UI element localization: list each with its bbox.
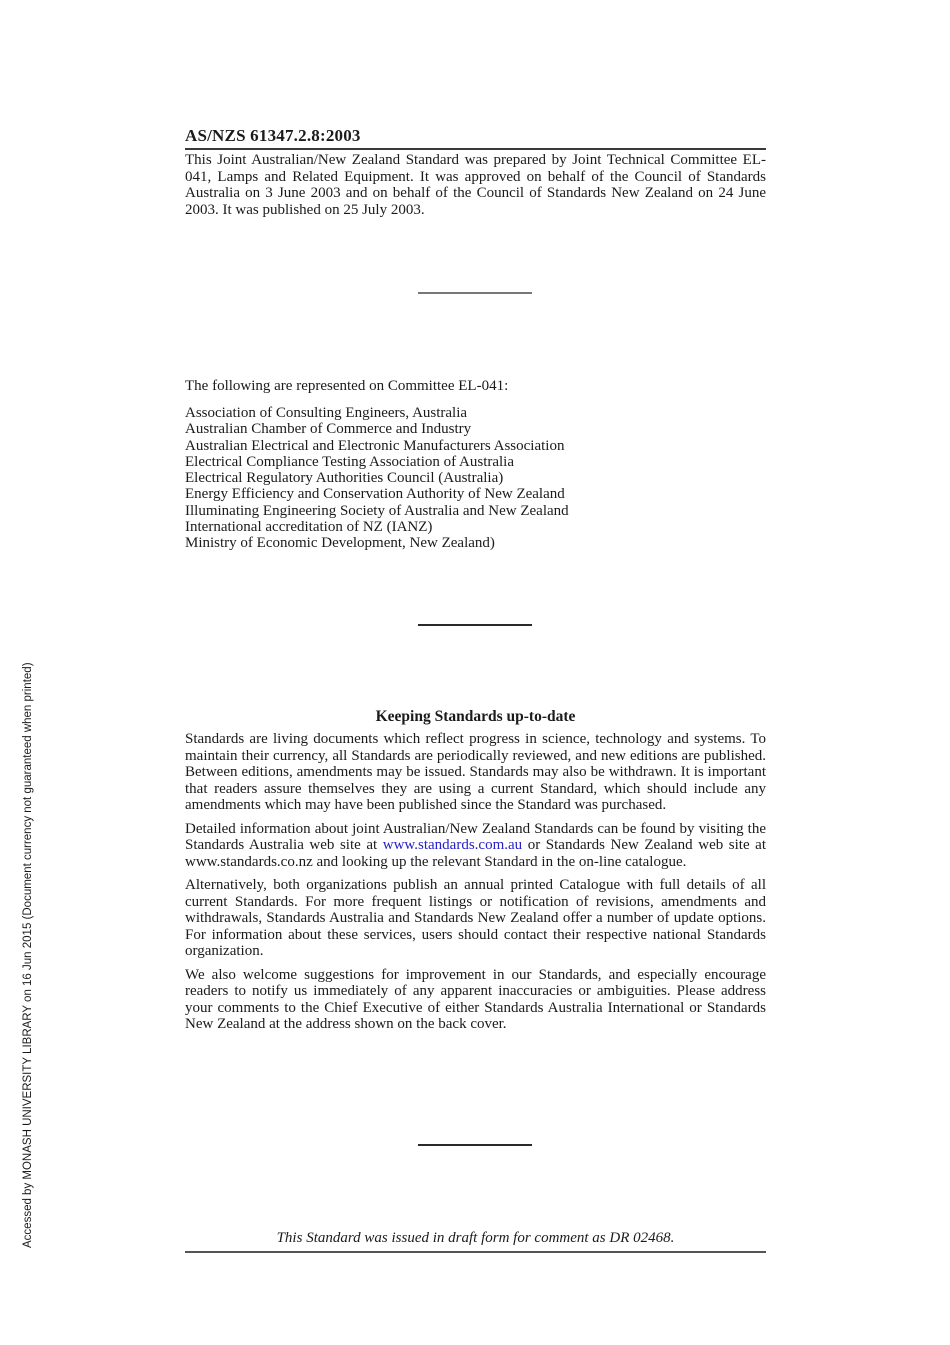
standards-australia-link[interactable]: www.standards.com.au <box>382 837 523 853</box>
keeping-paragraph-4: We also welcome suggestions for improvement in our Standards, and especially encourage readers to notify us immediately of any apparent inaccuracies or ambiguities. Please address your comments to the Chief Executive of either Standards Australia International or Standards New Zealand at the address shown on the back cover. <box>185 966 766 1032</box>
committee-list <box>185 405 766 552</box>
committee-member: Electrical Regulatory Authorities Council (Australia) <box>185 470 504 487</box>
section-divider <box>418 1144 532 1146</box>
committee-member: Association of Consulting Engineers, Australia <box>185 405 468 421</box>
keeping-paragraph-2 <box>185 821 766 871</box>
keeping-paragraph-1: Standards are living documents which reflect progress in science, technology and systems. To maintain their currency, all Standards are periodically reviewed, and new editions are published. Between editions, amendments may be issued. Standards may also be withdrawn. It is important that readers assure themselves they are using a current Standard, which should include any amendments which may have been published since the Standard was purchased. <box>185 731 766 813</box>
committee-section <box>185 378 766 552</box>
intro-paragraph: This Joint Australian/New Zealand Standard was prepared by Joint Technical Committee EL-041, Lamps and Related Equipment. It was approved on behalf of the Council of Standards Australia on 3 June 2003 and on behalf of the Council of Standards New Zealand on 24 June 2003. It was published on 25 July 2003. <box>185 152 766 218</box>
committee-member: Energy Efficiency and Conservation Authority of New Zealand <box>185 486 565 503</box>
committee-member: Electrical Compliance Testing Association of Australia <box>185 453 515 470</box>
library-access-note: Accessed by MONASH UNIVERSITY LIBRARY on 16 Jun 2015 (Document currency not guaranteed when printed) <box>22 662 34 1248</box>
committee-heading: The following are represented on Committee EL-041: <box>185 378 509 394</box>
page-title: AS/NZS 61347.2.8:2003 <box>185 126 766 150</box>
section-divider <box>418 292 532 294</box>
committee-member: Illuminating Engineering Society of Australia and New Zealand <box>185 502 569 519</box>
draft-comment-note: This Standard was issued in draft form for comment as DR 02468. <box>185 1230 766 1253</box>
committee-member: Ministry of Economic Development, New Zealand) <box>185 535 495 552</box>
committee-member: Australian Chamber of Commerce and Industry <box>185 421 472 438</box>
document-header <box>185 126 766 225</box>
committee-member: International accreditation of NZ (IANZ) <box>185 519 433 536</box>
keeping-standards-section <box>185 708 766 1040</box>
keeping-paragraph-3: Alternatively, both organizations publish an annual printed Catalogue with full details of all current Standards. For more frequent listings or notification of revisions, amendments and withdrawals, Standards Australia and Standards New Zealand offer a number of update options. For information about these services, users should contact their respective national Standards organization. <box>185 877 766 959</box>
document-footer <box>185 1230 766 1253</box>
committee-member: Australian Electrical and Electronic Manufacturers Association <box>185 437 565 454</box>
section-heading: Keeping Standards up-to-date <box>375 708 576 725</box>
paragraph-text: or Standards New Zealand web site at www.standards.co.nz and looking up the relevant Standard in the on-line catalogue. <box>185 837 766 870</box>
paragraph-text: Detailed information about joint Australian/New Zealand Standards can be found by visiting the Standards Australia web site at <box>185 820 766 853</box>
section-divider <box>418 624 532 626</box>
